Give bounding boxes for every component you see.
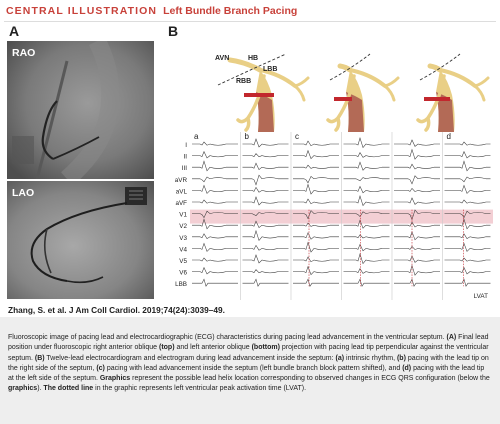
ecg-trace — [445, 243, 491, 251]
ecg-lead-label: V5 — [179, 258, 187, 265]
ecg-trace — [293, 176, 339, 182]
caption-id: (d) — [402, 364, 412, 372]
caption-text-11: ). — [37, 385, 44, 393]
caption-text-2: Final lead position under fluoroscopic right anterior oblique — [8, 334, 489, 352]
ecg-trace — [344, 254, 390, 264]
ecg-lead-label: II — [183, 153, 187, 161]
ecg-trace — [192, 142, 238, 145]
ecg-trace — [192, 268, 238, 274]
ecg-trace — [192, 258, 238, 261]
ecg-trace — [394, 232, 440, 240]
ecg-trace — [293, 279, 339, 286]
ecg-trace — [344, 153, 390, 158]
caption-text-12: in the graphic represents left ventricular peak activation time (LVAT). — [93, 385, 307, 393]
ecg-trace — [344, 279, 390, 286]
rao-view-label: RAO — [12, 47, 36, 59]
ecg-trace — [394, 198, 440, 204]
ecg-trace — [394, 266, 440, 276]
illustration-header — [6, 5, 297, 17]
ecg-trace — [293, 233, 339, 239]
ecg-trace — [293, 267, 339, 275]
ecg-trace — [445, 279, 491, 286]
caption-text-5: Twelve-lead electrocardiogram and electrogram during lead advancement inside the septum: — [44, 354, 336, 362]
caption-text-9: pacing with the lead tip at the left side of the septum. — [8, 364, 485, 383]
ecg-trace — [394, 246, 440, 249]
ecg-lead-label: I — [185, 142, 187, 149]
caption-bottom: (bottom) — [251, 344, 280, 352]
ecg-trace — [445, 258, 491, 261]
ecg-trace — [192, 152, 238, 158]
ecg-trace — [344, 196, 390, 206]
label-hb: HB — [248, 55, 259, 62]
ecg-trace — [243, 187, 289, 192]
ecg-trace — [445, 234, 491, 239]
caption-text-4: projection with pacing lead tip perpendicular against the ventricular septum. — [8, 344, 489, 362]
ecg-trace — [192, 243, 238, 251]
header-divider — [4, 21, 496, 22]
ecg-trace — [293, 223, 339, 226]
caption-top: (top) — [158, 344, 175, 352]
caption-graphics-2: graphics — [8, 385, 38, 393]
ecg-tracings — [170, 130, 495, 302]
ecg-trace — [293, 151, 339, 159]
ecg-trace — [192, 234, 238, 239]
caption-text-7: pacing with the lead tip on the right side of the septum, — [8, 354, 489, 372]
ecg-column-label: a — [194, 132, 199, 141]
label-lbb: LBB — [263, 66, 278, 73]
ecg-trace — [243, 139, 289, 147]
ecg-trace — [394, 150, 440, 160]
citation: Zhang, S. et al. J Am Coll Cardiol. 2019;74(24):3039–49. — [8, 305, 225, 315]
conduction-diagram-2 — [328, 54, 398, 132]
caption-text-1: Fluoroscopic image of pacing lead and electrocardiographic (ECG) characteristics during pacing lead advancement in the ventricular septum. — [8, 334, 447, 341]
ecg-trace — [394, 176, 440, 184]
ecg-trace — [445, 177, 491, 182]
header-kicker: CENTRAL ILLUSTRATION — [6, 5, 158, 17]
ecg-trace — [243, 255, 289, 263]
ecg-lead-label: V4 — [179, 246, 187, 254]
ecg-lead-label: aVF — [175, 200, 187, 207]
ecg-trace — [243, 245, 289, 250]
fluoro-rao-image — [7, 41, 154, 179]
caption-text-6: intrinsic rhythm, — [344, 354, 397, 362]
ecg-trace — [293, 242, 339, 252]
caption-b-label: (B) — [34, 354, 45, 362]
ecg-trace — [344, 269, 390, 274]
ecg-trace — [243, 231, 289, 241]
ecg-trace — [445, 268, 491, 274]
ecg-trace — [445, 152, 491, 158]
ecg-trace — [344, 186, 390, 192]
ecg-trace — [394, 164, 440, 169]
ecg-trace — [394, 279, 440, 286]
conduction-system-diagrams — [190, 40, 490, 132]
ecg-trace — [293, 184, 339, 194]
ecg-trace — [293, 199, 339, 204]
caption-text-10: represent the possible lead helix location corresponding to observed changes in ECG QRS configuration (below the — [130, 375, 490, 383]
caption-ib: (b) — [396, 354, 406, 362]
ecg-trace — [243, 163, 289, 169]
header-title: Left Bundle Branch Pacing — [163, 5, 298, 17]
ecg-trace — [344, 138, 390, 148]
ecg-trace — [344, 162, 390, 170]
ecg-lead-label: V3 — [179, 234, 187, 242]
ecg-trace — [344, 178, 390, 181]
caption-dotted: The dotted line — [43, 385, 94, 393]
ecg-lead-label: V6 — [179, 269, 187, 277]
ecg-trace — [192, 200, 238, 203]
ecg-column-label: b — [244, 132, 249, 141]
ecg-column-label: d — [446, 132, 451, 141]
caption-text-3: and left anterior oblique — [174, 344, 252, 352]
ecg-trace — [445, 200, 491, 203]
ecg-trace — [192, 279, 238, 286]
ecg-trace — [192, 185, 238, 193]
ecg-trace — [394, 140, 440, 146]
ecg-trace — [394, 188, 440, 191]
panel-b-label: B — [168, 23, 179, 39]
fluoro-lao-image — [7, 181, 154, 299]
caption-graphics: Graphics — [99, 375, 131, 383]
ecg-trace — [192, 177, 238, 182]
ecg-trace — [243, 154, 289, 157]
ecg-trace — [192, 161, 238, 171]
ecg-lead-label: V2 — [179, 223, 187, 231]
caption-text-8: pacing with lead advancement inside the septum (left bundle branch block pattern shifted), and — [104, 364, 403, 372]
ecg-trace — [243, 175, 289, 185]
caption-a-label: (A) — [446, 334, 457, 341]
figure-caption — [0, 317, 500, 424]
ecg-trace — [243, 197, 289, 205]
ecg-lead-label: aVR — [174, 176, 187, 184]
ecg-trace — [293, 257, 339, 262]
caption-ic: (c) — [96, 364, 105, 372]
ecg-trace — [243, 270, 289, 273]
fluoro-rao-graphic — [7, 41, 154, 179]
ecg-lead-label: V1 — [179, 211, 187, 219]
ecg-trace — [293, 141, 339, 146]
label-rbb: RBB — [236, 78, 252, 85]
label-avn: AVN — [215, 55, 230, 62]
panel-a-label: A — [9, 23, 20, 39]
ecg-trace — [243, 279, 289, 286]
ecg-trace — [445, 142, 491, 145]
ecg-trace — [394, 256, 440, 262]
ecg-lead-label: LBB — [175, 281, 187, 289]
ecg-trace — [344, 235, 390, 238]
ecg-column-label: c — [295, 132, 299, 141]
caption-ia: (a) — [335, 354, 345, 362]
ecg-trace — [445, 161, 491, 171]
ecg-lead-label: aVL — [175, 188, 187, 196]
ecg-lead-label: III — [181, 165, 187, 173]
ecg-trace — [445, 185, 491, 193]
conduction-diagram-3 — [418, 54, 488, 132]
lvat-label: LVAT — [473, 293, 488, 300]
ecg-trace — [344, 244, 390, 250]
lao-view-label: LAO — [12, 187, 35, 199]
ecg-trace — [293, 165, 339, 168]
